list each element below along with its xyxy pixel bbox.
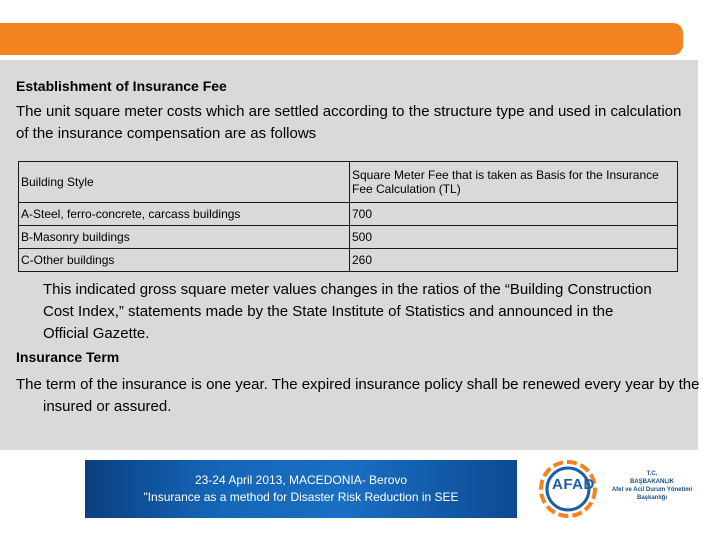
table-header-cell: Square Meter Fee that is taken as Basis for the Insurance Fee Calculation (TL) <box>350 162 678 203</box>
term-paragraph: The term of the insurance is one year. The expired insurance policy shall be renewed every year by the insured or assured. <box>16 376 700 415</box>
table-cell: 500 <box>350 226 678 249</box>
intro-paragraph: The unit square meter costs which are settled according to the structure type and used in calculation of the insurance compensation are as follows <box>16 103 682 142</box>
fee-table <box>18 161 678 272</box>
section-heading: Establishment of Insurance Fee <box>16 78 227 94</box>
table-cell: B-Masonry buildings <box>19 226 350 249</box>
table-header-row <box>19 162 678 203</box>
table-cell: 700 <box>350 203 678 226</box>
footer-text <box>85 472 517 506</box>
table-cell: 260 <box>350 249 678 272</box>
header-accent-bar <box>0 23 683 55</box>
table-row <box>19 226 678 249</box>
table-cell: C-Other buildings <box>19 249 350 272</box>
ministry-name <box>597 470 707 502</box>
index-paragraph: This indicated gross square meter values changes in the ratios of the “Building Construction Cost Index,” statements made by the State Institute of Statistics and announced in the Official Gazette. <box>43 281 652 342</box>
ministry-line: BAŞBAKANLIK <box>630 479 674 485</box>
table-header-cell: Building Style <box>19 162 350 203</box>
afad-logo-text: AFAD <box>552 476 595 493</box>
table-row <box>19 203 678 226</box>
footer-date-line: 23-24 April 2013, MACEDONIA- Berovo <box>194 473 408 487</box>
ministry-line: T.C. <box>646 471 658 477</box>
table-row <box>19 249 678 272</box>
term-heading: Insurance Term <box>16 349 120 365</box>
footer-band <box>85 460 517 518</box>
table-cell: A-Steel, ferro-concrete, carcass buildings <box>19 203 350 226</box>
footer-title-line: "Insurance as a method for Disaster Risk Reduction in SEE <box>143 490 459 504</box>
ministry-line: Afet ve Acil Durum Yönetimi Başkanlığı <box>611 487 693 501</box>
